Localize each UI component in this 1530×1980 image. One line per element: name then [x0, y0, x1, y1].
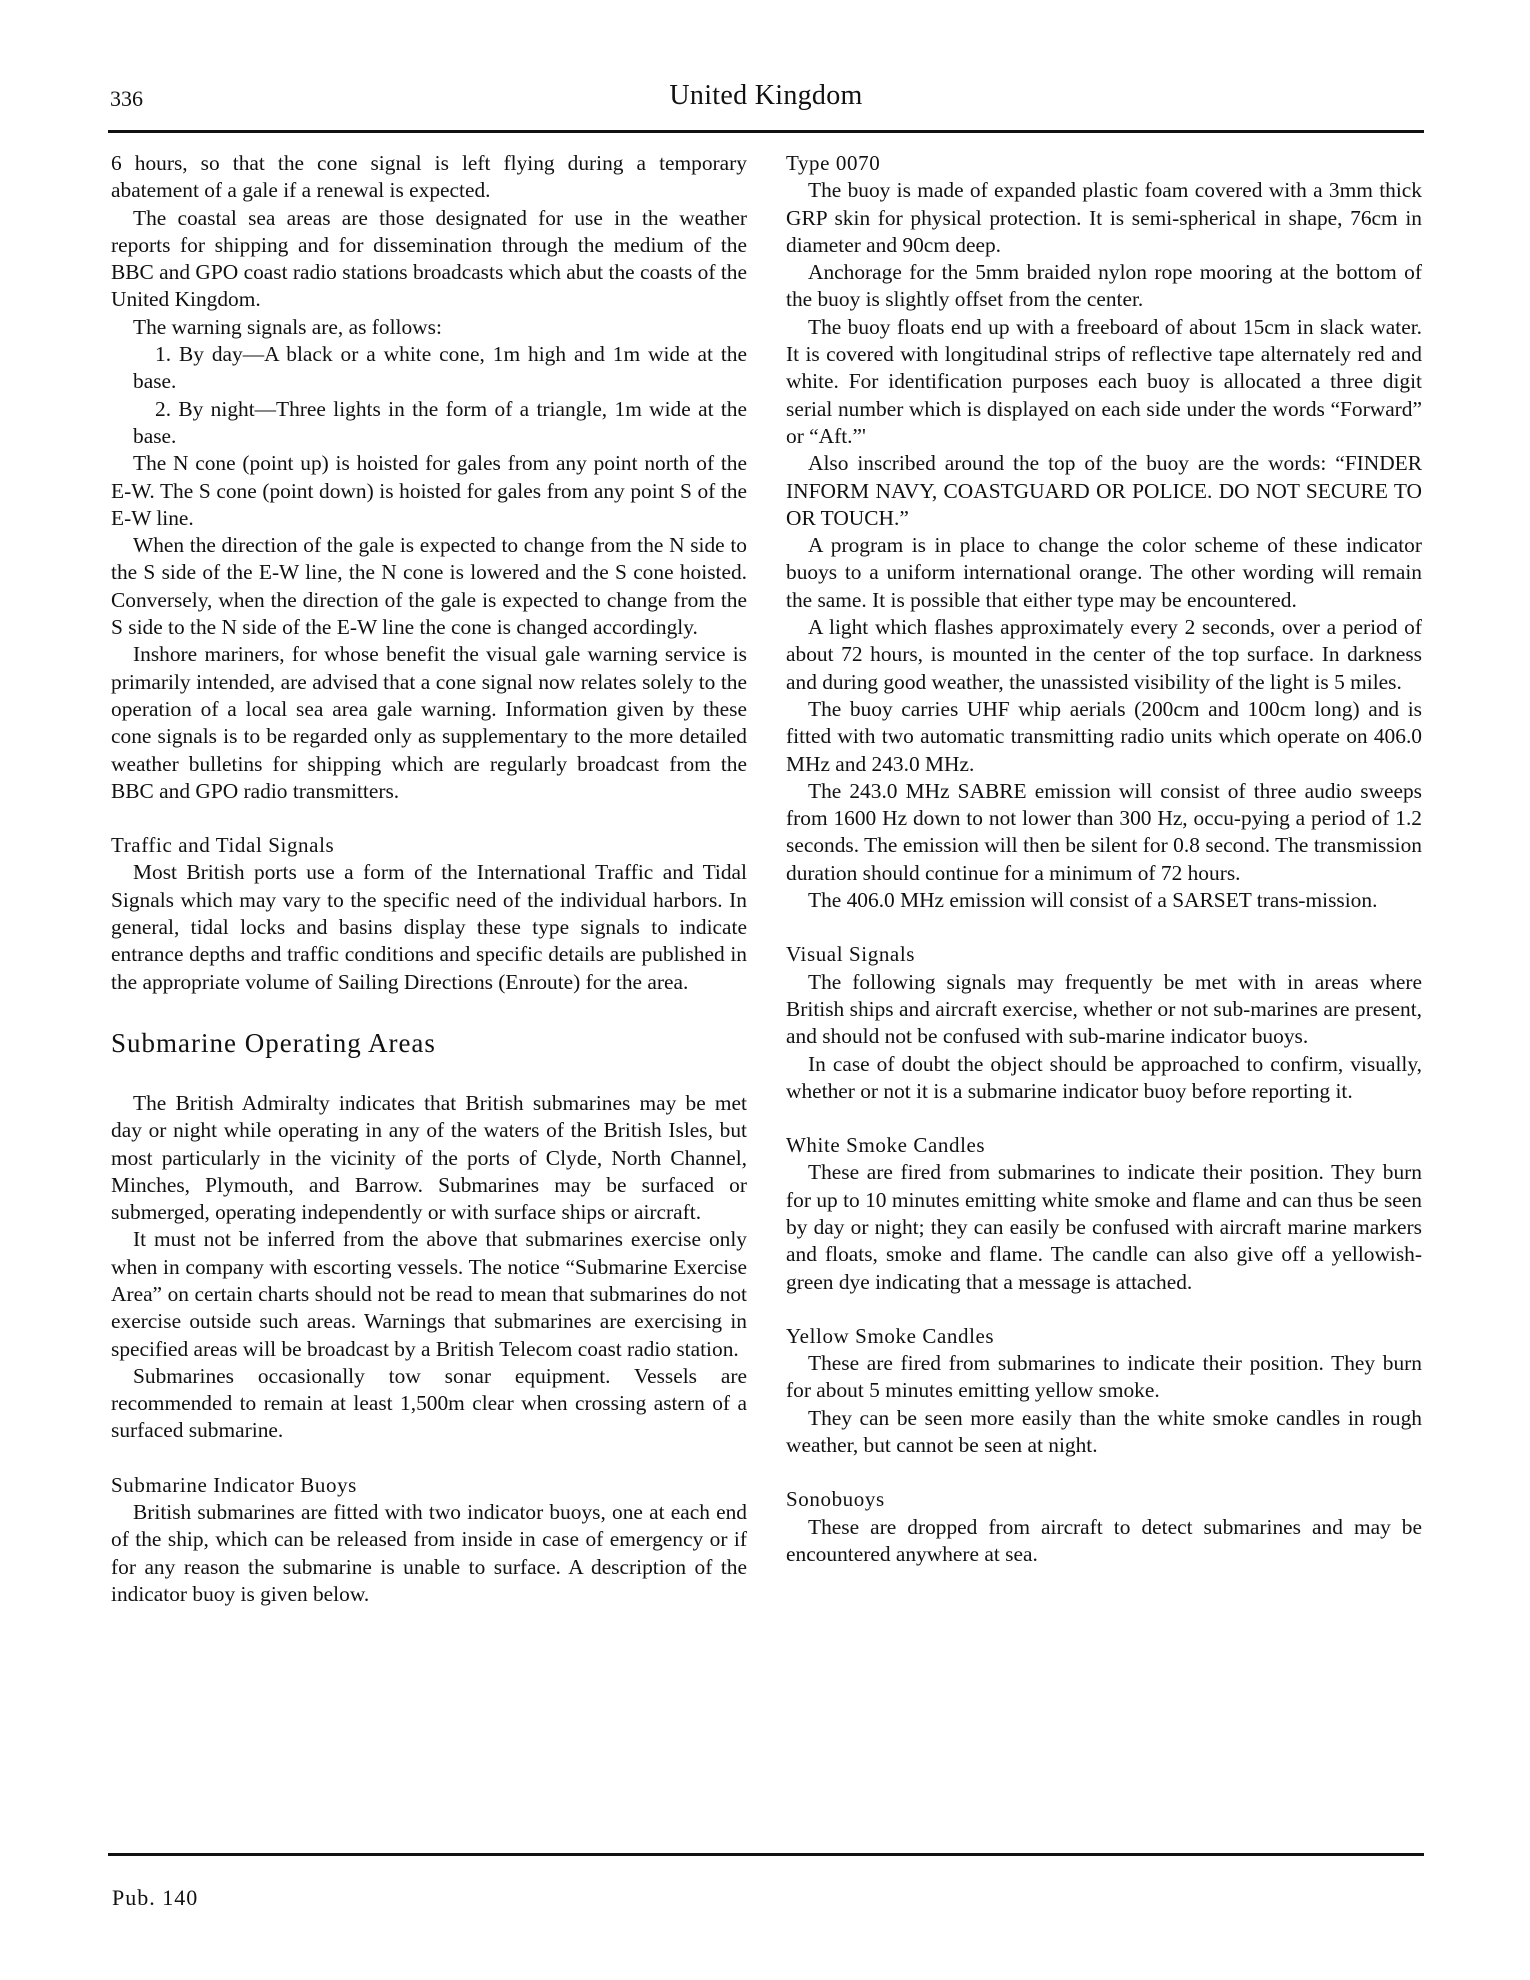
- list-item: 1. By day—A black or a white cone, 1m high and 1m wide at the base.: [133, 342, 747, 394]
- paragraph: When the direction of the gale is expected to change from the N side to the S side of the E-W line, the N cone is lowered and the S cone hoisted. Conversely, when the direction of the gale is expected to change from the S side to the N side of the E-W line the cone is changed accordingly.: [111, 533, 747, 640]
- header-rule: [108, 130, 1424, 133]
- paragraph: The following signals may frequently be met with in areas where British ships and aircraft exercise, whether or not sub-marines are present, and should not be confused with sub-marine indicator buoys.: [786, 969, 1422, 1049]
- subheading-type-0070: Type 0070: [786, 151, 881, 175]
- paragraph: These are fired from submarines to indicate their position. They burn for about 5 minutes emitting yellow smoke.: [786, 1351, 1422, 1403]
- paragraph: These are dropped from aircraft to detect submarines and may be encountered anywhere at sea.: [786, 1514, 1422, 1566]
- page-header: [108, 80, 1424, 126]
- paragraph: A program is in place to change the color scheme of these indicator buoys to a uniform international orange. The other wording will remain the same. It is possible that either type may be encountered.: [786, 533, 1422, 612]
- paragraph: The 243.0 MHz SABRE emission will consist of three audio sweeps from 1600 Hz down to not lower than 300 Hz, occu-pying a period of 1.2 seconds. The emission will then be silent for 0.8 second. The transmission duration should continue for a minimum of 72 hours.: [786, 778, 1422, 885]
- running-title: United Kingdom: [669, 80, 863, 111]
- paragraph: Most British ports use a form of the International Traffic and Tidal Signals which may vary to the specific need of the individual harbors. In general, tidal locks and basins display these type signals to indicate entrance depths and traffic conditions and specific details are published in the appropriate volume of Sailing Directions (Enroute) for the area.: [111, 860, 747, 994]
- publication-label: Pub. 140: [112, 1885, 199, 1910]
- subheading-submarine-indicator-buoys: Submarine Indicator Buoys: [111, 1472, 357, 1497]
- paragraph: Also inscribed around the top of the buoy are the words: “FINDER INFORM NAVY, COASTGUARD OR POLICE. DO NOT SECURE TO OR TOUCH.”: [786, 451, 1422, 530]
- paragraph: The buoy carries UHF whip aerials (200cm and 100cm long) and is fitted with two automatic transmitting radio units which operate on 406.0 MHz and 243.0 MHz.: [786, 696, 1422, 776]
- paragraph: These are fired from submarines to indicate their position. They burn for up to 10 minutes emitting white smoke and flame and can thus be seen by day or night; they can easily be confused with aircraft marine markers and floats, smoke and flame. The candle can also give off a yellowish-green dye indicating that a message is attached.: [786, 1160, 1422, 1294]
- paragraph: Submarines occasionally tow sonar equipment. Vessels are recommended to remain at least 1,500m clear when crossing astern of a surfaced submarine.: [111, 1363, 747, 1443]
- subheading-yellow-smoke-candles: Yellow Smoke Candles: [786, 1323, 995, 1348]
- subheading-white-smoke-candles: White Smoke Candles: [786, 1133, 986, 1158]
- paragraph: The buoy floats end up with a freeboard of about 15cm in slack water. It is covered with longitudinal strips of reflective tape alternately red and white. For identification purposes each buoy is allocated a three digit serial number which is displayed on each side under the words “Forward” or “Aft.”': [786, 314, 1422, 448]
- paragraph: The warning signals are, as follows:: [133, 314, 442, 339]
- paragraph: 6 hours, so that the cone signal is left flying during a temporary abatement of a gale if a renewal is expected.: [111, 151, 747, 203]
- section-title-submarine-operating-areas: Submarine Operating Areas: [111, 1027, 436, 1058]
- paragraph: Inshore mariners, for whose benefit the visual gale warning service is primarily intended, are advised that a cone signal now relates solely to the operation of a local sea area gale warning. Information given by these cone signals is to be regarded only as supplementary to the more detailed weather bulletins for shipping which are regularly broadcast from the BBC and GPO radio transmitters.: [111, 642, 747, 803]
- list-item: 2. By night—Three lights in the form of a triangle, 1m wide at the base.: [133, 396, 747, 448]
- paragraph: The 406.0 MHz emission will consist of a SARSET trans-mission.: [808, 888, 1378, 913]
- right-column: [786, 150, 1422, 1568]
- paragraph: It must not be inferred from the above that submarines exercise only when in company with escorting vessels. The notice “Submarine Exercise Area” on certain charts should not be read to mean that submarines do not exercise outside such areas. Warnings that submarines are exercising in specified areas will be broadcast by a British Telecom coast radio station.: [111, 1227, 747, 1361]
- paragraph: They can be seen more easily than the white smoke candles in rough weather, but cannot be seen at night.: [786, 1405, 1422, 1458]
- subheading-sonobuoys: Sonobuoys: [786, 1487, 885, 1512]
- paragraph: In case of doubt the object should be approached to confirm, visually, whether or not it is a submarine indicator buoy before reporting it.: [786, 1051, 1422, 1103]
- paragraph: The N cone (point up) is hoisted for gales from any point north of the E-W. The S cone (point down) is hoisted for gales from any point S of the E-W line.: [111, 451, 747, 530]
- subheading-traffic-tidal-signals: Traffic and Tidal Signals: [111, 833, 335, 858]
- page-number: 336: [110, 86, 143, 111]
- subheading-visual-signals: Visual Signals: [786, 942, 916, 967]
- paragraph: The British Admiralty indicates that British submarines may be met day or night while operating in any of the waters of the British Isles, but most particularly in the vicinity of the ports of Clyde, North Channel, Minches, Plymouth, and Barrow. Submarines may be surfaced or submerged, operating independently or with surface ships or aircraft.: [111, 1090, 747, 1225]
- paragraph: The coastal sea areas are those designated for use in the weather reports for shipping and for dissemination through the medium of the BBC and GPO coast radio stations broadcasts which abut the coasts of the United Kingdom.: [111, 205, 747, 312]
- paragraph: The buoy is made of expanded plastic foam covered with a 3mm thick GRP skin for physical protection. It is semi-spherical in shape, 76cm in diameter and 90cm deep.: [786, 178, 1422, 257]
- paragraph: Anchorage for the 5mm braided nylon rope mooring at the bottom of the buoy is slightly offset from the center.: [786, 260, 1422, 312]
- left-column: [111, 150, 747, 1608]
- paragraph: British submarines are fitted with two indicator buoys, one at each end of the ship, which can be released from inside in case of emergency or if for any reason the submarine is unable to surface. A description of the indicator buoy is given below.: [111, 1500, 747, 1606]
- footer-rule: [108, 1853, 1424, 1856]
- paragraph: A light which flashes approximately every 2 seconds, over a period of about 72 hours, is mounted in the center of the top surface. In darkness and during good weather, the unassisted visibility of the light is 5 miles.: [786, 615, 1422, 694]
